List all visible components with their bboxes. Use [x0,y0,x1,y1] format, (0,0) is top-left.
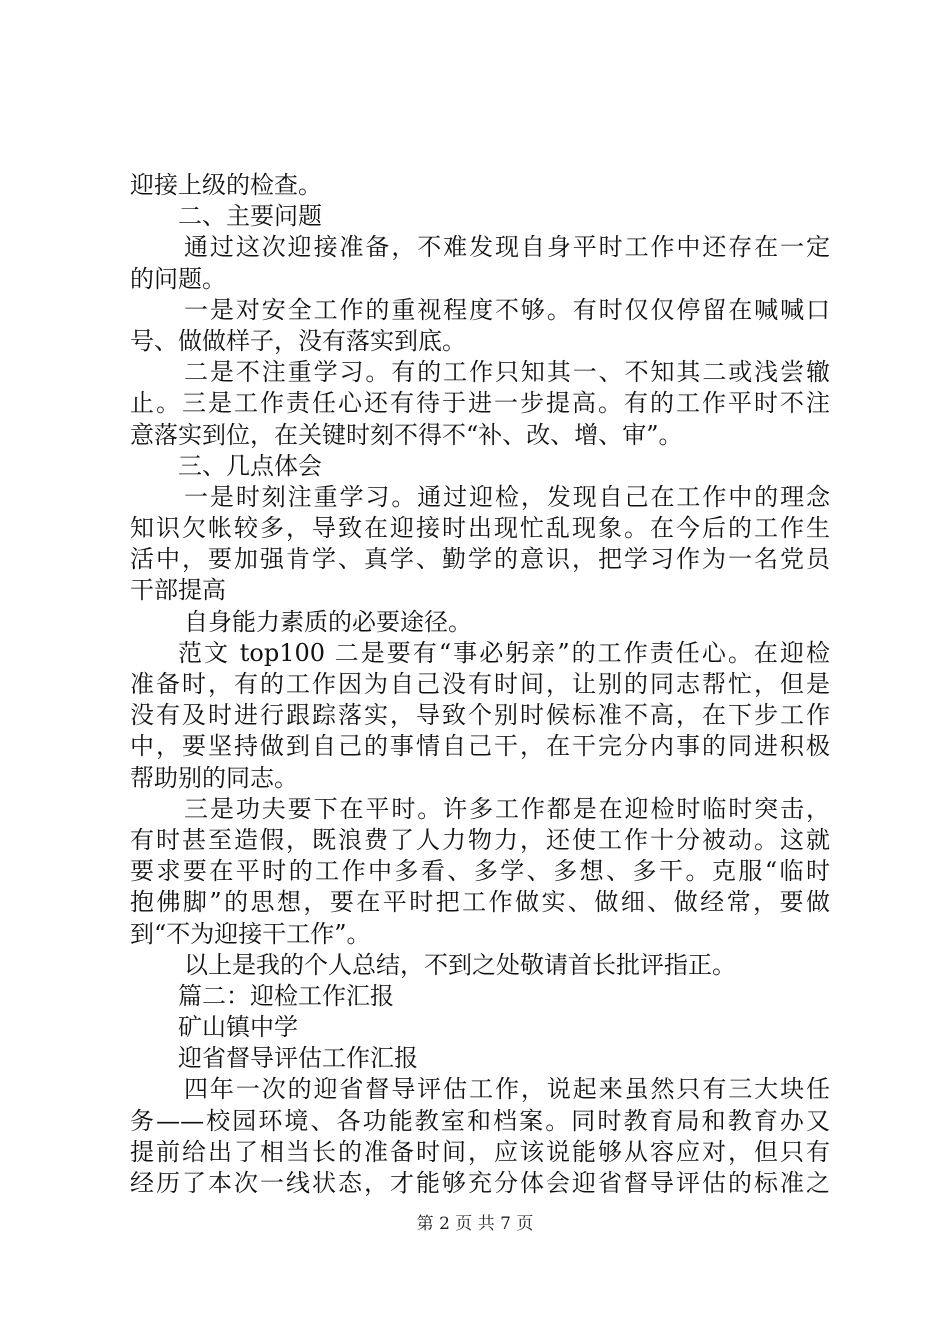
text-line: 没有及时进行跟踪落实，导致个别时候标准不高，在下步工作 [130,701,830,730]
text-line: 通过这次迎接准备，不难发现自身平时工作中还存在一定 [184,233,830,262]
text-line: 干部提高 [130,576,226,605]
text-line: 经历了本次一线状态，才能够充分体会迎省督导评估的标准之 [130,1169,830,1197]
text-line: 一是时刻注重学习。通过迎检，发现自己在工作中的理念 [184,482,830,511]
text-line: 四年一次的迎省督导评估工作，说起来虽然只有三大块任 [184,1075,830,1104]
body-text [130,170,830,1199]
section-heading: 二、主要问题 [178,202,322,231]
text-line: 范文 top100 二是要有“事必躬亲”的工作责任心。在迎检 [178,638,830,667]
text-line: 止。三是工作责任心还有待于进一步提高。有的工作平时不注 [130,389,830,418]
text-line: 知识欠帐较多，导致在迎接时出现忙乱现象。在今后的工作生 [130,514,830,543]
text-line: 准备时，有的工作因为自己没有时间，让别的同志帮忙，但是 [130,670,830,698]
text-line: 要求要在平时的工作中多看、多学、多想、多干。克服“临时 [130,857,830,886]
text-line: 一是对安全工作的重视程度不够。有时仅仅停留在喊喊口 [184,295,830,324]
text-line: 三是功夫要下在平时。许多工作都是在迎检时临时突击， [184,794,830,823]
text-line: 务——校园环境、各功能教室和档案。同时教育局和教育办又 [130,1106,830,1135]
text-line: 的问题。 [130,264,226,293]
text-line: 以上是我的个人总结，不到之处敬请首长批评指正。 [184,950,736,979]
section-heading: 迎省督导评估工作汇报 [178,1044,418,1073]
section-heading: 篇二：迎检工作汇报 [178,981,394,1010]
text-line: 矿山镇中学 [178,1013,298,1042]
page-number: 第 2 页 共 7 页 [416,1214,534,1234]
text-line: 二是不注重学习。有的工作只知其一、不知其二或浅尝辙 [184,358,830,387]
text-line: 抱佛脚”的思想，要在平时把工作做实、做细、做经常，要做 [130,888,830,917]
text-line: 有时甚至造假，既浪费了人力物力，还使工作十分被动。这就 [130,825,830,854]
text-line: 帮助别的同志。 [130,763,298,792]
text-line: 中，要坚持做到自己的事情自己干，在干完分内事的同进积极 [130,732,830,761]
text-line: 号、做做样子，没有落实到底。 [130,326,466,355]
section-heading: 三、几点体会 [178,451,322,480]
text-line: 迎接上级的检查。 [130,171,322,199]
text-line: 到“不为迎接干工作”。 [130,919,371,948]
text-line: 提前给出了相当长的准备时间，应该说能够从容应对，但只有 [130,1137,830,1166]
text-line: 自身能力素质的必要途径。 [184,607,472,636]
text-line: 活中，要加强肯学、真学、勤学的意识，把学习作为一名党员 [130,545,830,574]
text-line: 意落实到位，在关键时刻不得不“补、改、增、审”。 [130,420,683,449]
